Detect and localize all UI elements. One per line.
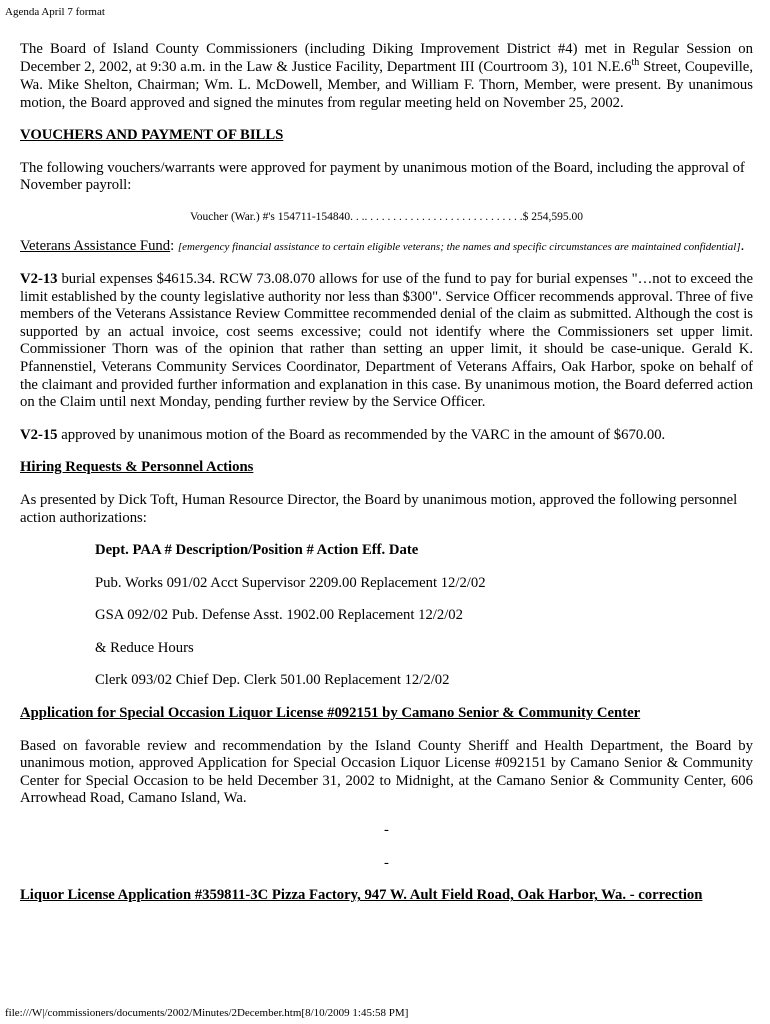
claim-v2-15-label: V2-15 (20, 426, 58, 443)
pizza-liquor-heading: Liquor License Application #359811-3C Pizza Factory, 947 W. Ault Field Road, Oak Harbor, Wa. - correction (20, 887, 703, 904)
separator-dash: - (384, 854, 389, 871)
veterans-fund-paragraph (20, 238, 753, 257)
vouchers-heading: VOUCHERS AND PAYMENT OF BILLS (20, 127, 284, 143)
veterans-fund-note: [emergency financial assistance to certain eligible veterans; the names and specific circumstances are maintained confidential] (177, 241, 741, 254)
minutes-content (20, 40, 753, 905)
hiring-text: As presented by Dick Toft, Human Resource Director, the Board by unanimous motion, approved the following personnel action authorizations: (20, 491, 738, 526)
separator-dash: - (384, 822, 389, 839)
claim-v2-13-label: V2-13 (20, 270, 58, 287)
veterans-fund-note-end: . (740, 238, 745, 255)
personnel-row: GSA 092/02 Pub. Defense Asst. 1902.00 Replacement 12/2/02 (95, 607, 463, 624)
veterans-fund-title: Veterans Assistance Fund (20, 238, 171, 255)
personnel-table-header: Dept. PAA # Description/Position # Action Eff. Date (95, 542, 419, 559)
claim-v2-13 (20, 271, 753, 412)
intro-text-part2: Street, Coupeville, Wa. Mike Shelton, Chairman; Wm. L. McDowell, Member, and William F. Thorn, Member, were present. By unanimous motion, the Board approved and signed the minutes from regular meeting held on November 25, 2002. (20, 59, 753, 111)
veterans-fund-colon: : (170, 238, 178, 255)
claim-v2-13-text: burial expenses $4615.34. RCW 73.08.070 allows for use of the fund to pay for burial expenses "…not to exceed the limit established by the county legislative authority nor less than $300". Service Officer recommends approval. Three of five members of the Veterans Assistance Review Committee recommended denial of the claim as submitted. Although the cost is supported by an actual invoice, cost seems excessive; could not identify where the Commissioners set upper limit. Commissioner Thorn was of the opinion that rather than setting an upper limit, it should be case-unique. Gerald K. Pfannenstiel, Veterans Community Services Coordinator, Department of Veterans Affairs, Oak Harbor, spoke on behalf of the claimant and provided further information and explanation in this case. By unanimous motion, the Board deferred action on the Claim until next Monday, pending further review by the Service Officer. (20, 270, 753, 411)
intro-paragraph (20, 40, 753, 112)
personnel-row: Pub. Works 091/02 Acct Supervisor 2209.00 Replacement 12/2/02 (95, 574, 486, 591)
page-header: Agenda April 7 format (5, 6, 105, 18)
personnel-row: Clerk 093/02 Chief Dep. Clerk 501.00 Replacement 12/2/02 (95, 672, 450, 689)
special-liquor-text: Based on favorable review and recommendation by the Island County Sheriff and Health Department, the Board by unanimous motion, approved Application for Special Occasion Liquor License #092151 by Camano Senior & Community Center for Special Occasion to be held December 31, 2002 to Midnight, at the Camano Senior & Community Center, 606 Arrowhead Road, Camano Island, Wa. (20, 737, 753, 807)
claim-v2-15 (20, 427, 753, 445)
hiring-heading: Hiring Requests & Personnel Actions (20, 459, 254, 476)
claim-v2-15-text: approved by unanimous motion of the Board as recommended by the VARC in the amount of $670.00. (57, 426, 666, 443)
page-footer: file:///W|/commissioners/documents/2002/Minutes/2December.htm[8/10/2009 1:45:58 PM] (5, 1007, 409, 1019)
special-liquor-heading: Application for Special Occasion Liquor License #092151 by Camano Senior & Community Center (20, 705, 641, 722)
vouchers-text: The following vouchers/warrants were approved for payment by unanimous motion of the Board, including the approval of November payroll: (20, 159, 745, 194)
intro-text-part1: The Board of Island County Commissioners (including Diking Improvement District #4) met in Regular Session on December 2, 2002, at 9:30 a.m. in the Law & Justice Facility, Department III (Courtroom 3), 101 N.E.6 (20, 41, 753, 75)
intro-superscript: th (631, 57, 640, 69)
personnel-row: & Reduce Hours (95, 639, 194, 656)
voucher-line: Voucher (War.) #'s 154711-154840. . .. . . . . . . . . . . . . . . . . . . . . . . . . . . .$ 254,595.00 (189, 210, 584, 223)
